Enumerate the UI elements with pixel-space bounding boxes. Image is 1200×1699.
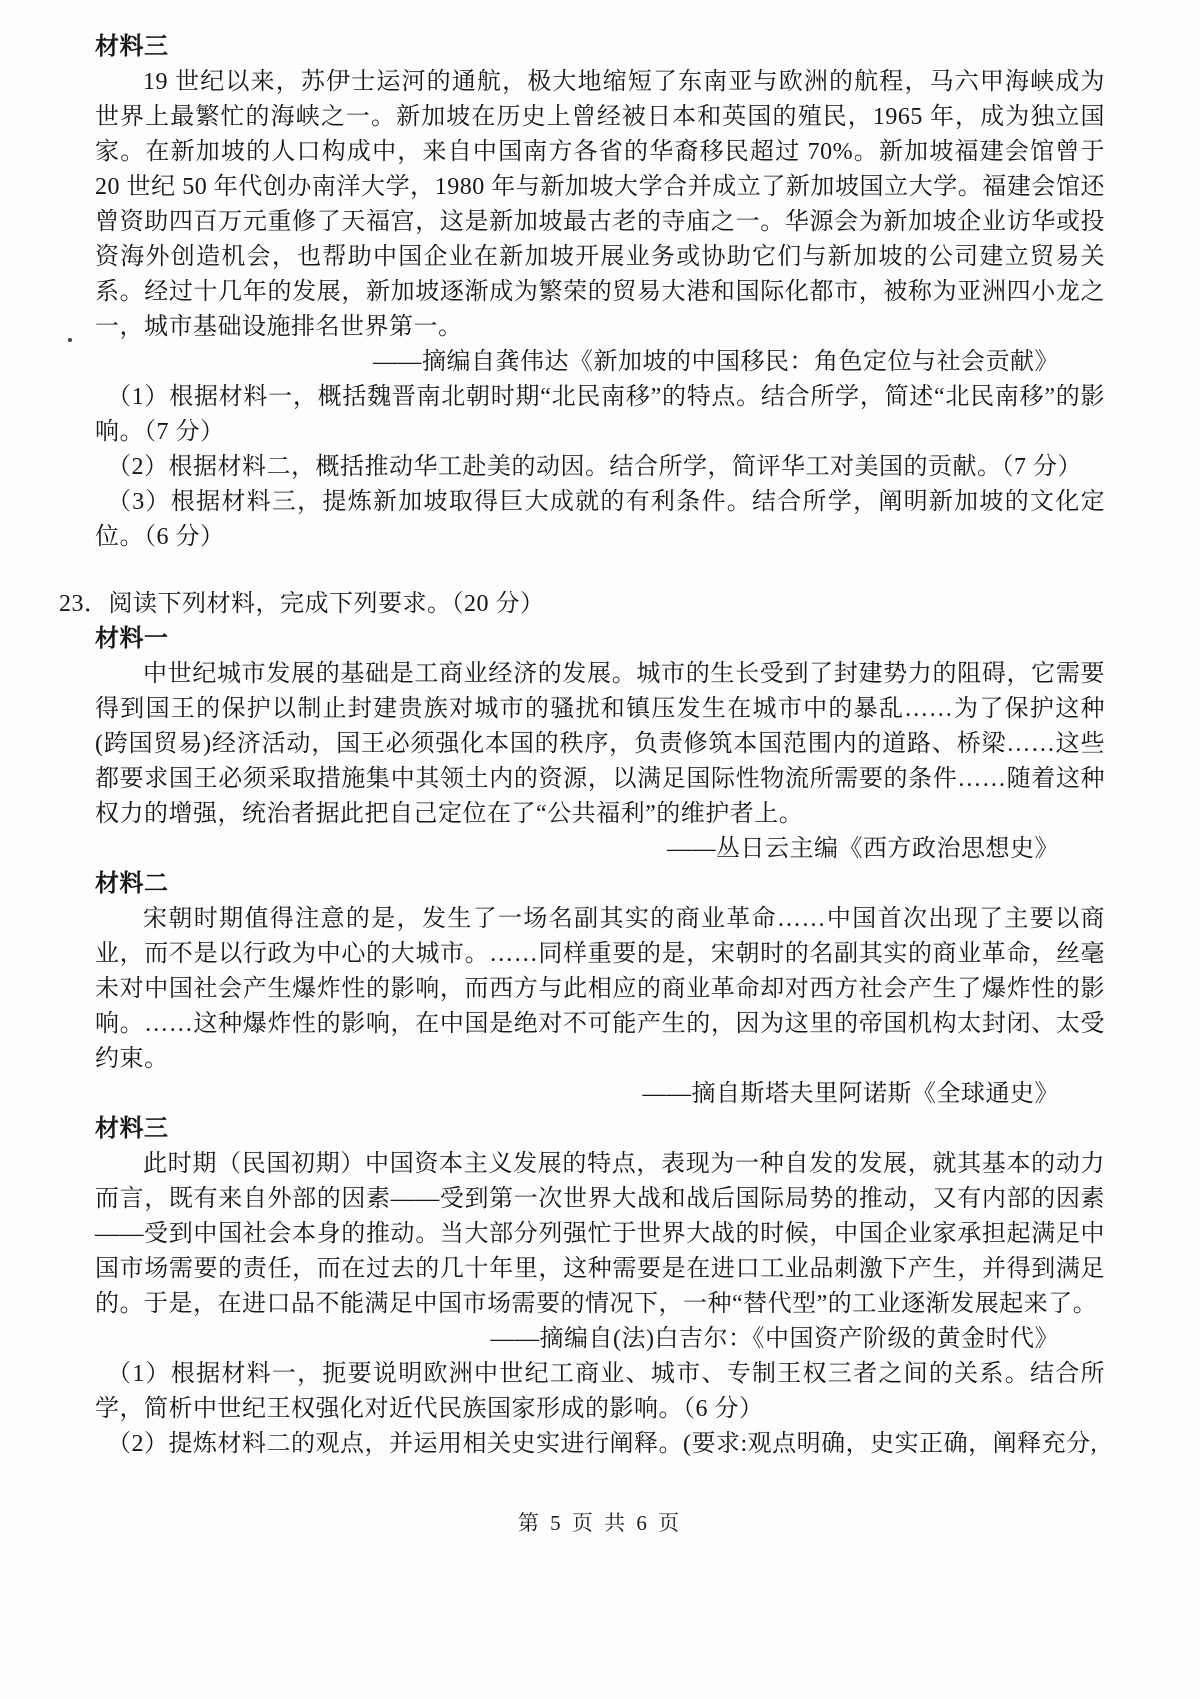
scan-artifact-dot [68, 338, 72, 342]
q22-subquestion-1: （1）根据材料一，概括魏晋南北朝时期“北民南移”的特点。结合所学，简述“北民南移”的影响。（7 分） [95, 384, 1105, 445]
q23-material-2-paragraph: 宋朝时期值得注意的是，发生了一场名副其实的商业革命……中国首次出现了主要以商业，而不是以行政为中心的大城市。……同样重要的是，宋朝时的名副其实的商业革命，丝毫未对中国社会产生爆炸性的影响，而西方与此相应的商业革命却对西方社会产生了爆炸性的影响。……这种爆炸性的影响，在中国是绝对不可能产生的，因为这里的帝国机构太封闭、太受约束。 [95, 906, 1105, 1072]
q23-material-3-heading: 材料三 [95, 1116, 169, 1142]
page-footer: 第 5 页 共 6 页 [517, 1511, 683, 1535]
q22-material-3-heading: 材料三 [95, 34, 169, 60]
q23-material-2-source: ——摘自斯塔夫里阿诺斯《全球通史》 [642, 1081, 1059, 1107]
q22-material-3-source: ——摘编自龚伟达《新加坡的中国移民：角色定位与社会贡献》 [373, 349, 1059, 375]
q22-subquestion-2: （2）根据材料二，概括推动华工赴美的动因。结合所学，简评华工对美国的贡献。（7 分） [107, 454, 1082, 480]
q23-material-2-heading: 材料二 [95, 871, 169, 897]
q23-material-1-paragraph: 中世纪城市发展的基础是工商业经济的发展。城市的生长受到了封建势力的阻碍，它需要得到国王的保护以制止封建贵族对城市的骚扰和镇压发生在城市中的暴乱……为了保护这种(跨国贸易)经济活动，国王必须强化本国的秩序，负责修筑本国范围内的道路、桥梁……这些都要求国王必须采取措施集中其领土内的资源，以满足国际性物流所需要的条件……随着这种权力的增强，统治者据此把自己定位在了“公共福利”的维护者上。 [95, 661, 1105, 827]
q23-material-1-heading: 材料一 [95, 626, 169, 652]
q23-material-3-source: ——摘编自(法)白吉尔：《中国资产阶级的黄金时代》 [490, 1326, 1059, 1352]
q22-material-3-paragraph: 19 世纪以来，苏伊士运河的通航，极大地缩短了东南亚与欧洲的航程，马六甲海峡成为世界上最繁忙的海峡之一。新加坡在历史上曾经被日本和英国的殖民，1965 年，成为独立国家。在新加坡的人口构成中，来自中国南方各省的华裔移民超过 70%。新加坡福建会馆曾于 20 世纪 50 年代创办南洋大学，1980 年与新加坡大学合并成立了新加坡国立大学。福建会馆还曾资助四百万元重修了天福宫，这是新加坡最古老的寺庙之一。华源会为新加坡企业访华或投资海外创造机会，也帮助中国企业在新加坡开展业务或协助它们与新加坡的公司建立贸易关系。经过十几年的发展，新加坡逐渐成为繁荣的贸易大港和国际化都市，被称为亚洲四小龙之一，城市基础设施排名世界第一。 [95, 69, 1105, 340]
q22-subquestion-3: （3）根据材料三，提炼新加坡取得巨大成就的有利条件。结合所学，阐明新加坡的文化定位。（6 分） [95, 489, 1105, 550]
question-23-stem: 23．阅读下列材料，完成下列要求。（20 分） [59, 591, 545, 617]
q23-subquestion-1: （1）根据材料一，扼要说明欧洲中世纪工商业、城市、专制王权三者之间的关系。结合所学，简析中世纪王权强化对近代民族国家形成的影响。（6 分） [95, 1361, 1105, 1422]
q23-material-3-paragraph: 此时期（民国初期）中国资本主义发展的特点，表现为一种自发的发展，就其基本的动力而言，既有来自外部的因素——受到第一次世界大战和战后国际局势的推动，又有内部的因素——受到中国社会本身的推动。当大部分列强忙于世界大战的时候，中国企业家承担起满足中国市场需要的责任，而在过去的几十年里，这种需要是在进口工业品刺激下产生，并得到满足的。于是，在进口品不能满足中国市场需要的情况下，一种“替代型”的工业逐渐发展起来了。 [95, 1151, 1105, 1317]
q23-subquestion-2: （2）提炼材料二的观点，并运用相关史实进行阐释。(要求:观点明确，史实正确，阐释充分, [107, 1431, 1098, 1457]
q23-material-1-source: ——丛日云主编《西方政治思想史》 [667, 836, 1059, 862]
